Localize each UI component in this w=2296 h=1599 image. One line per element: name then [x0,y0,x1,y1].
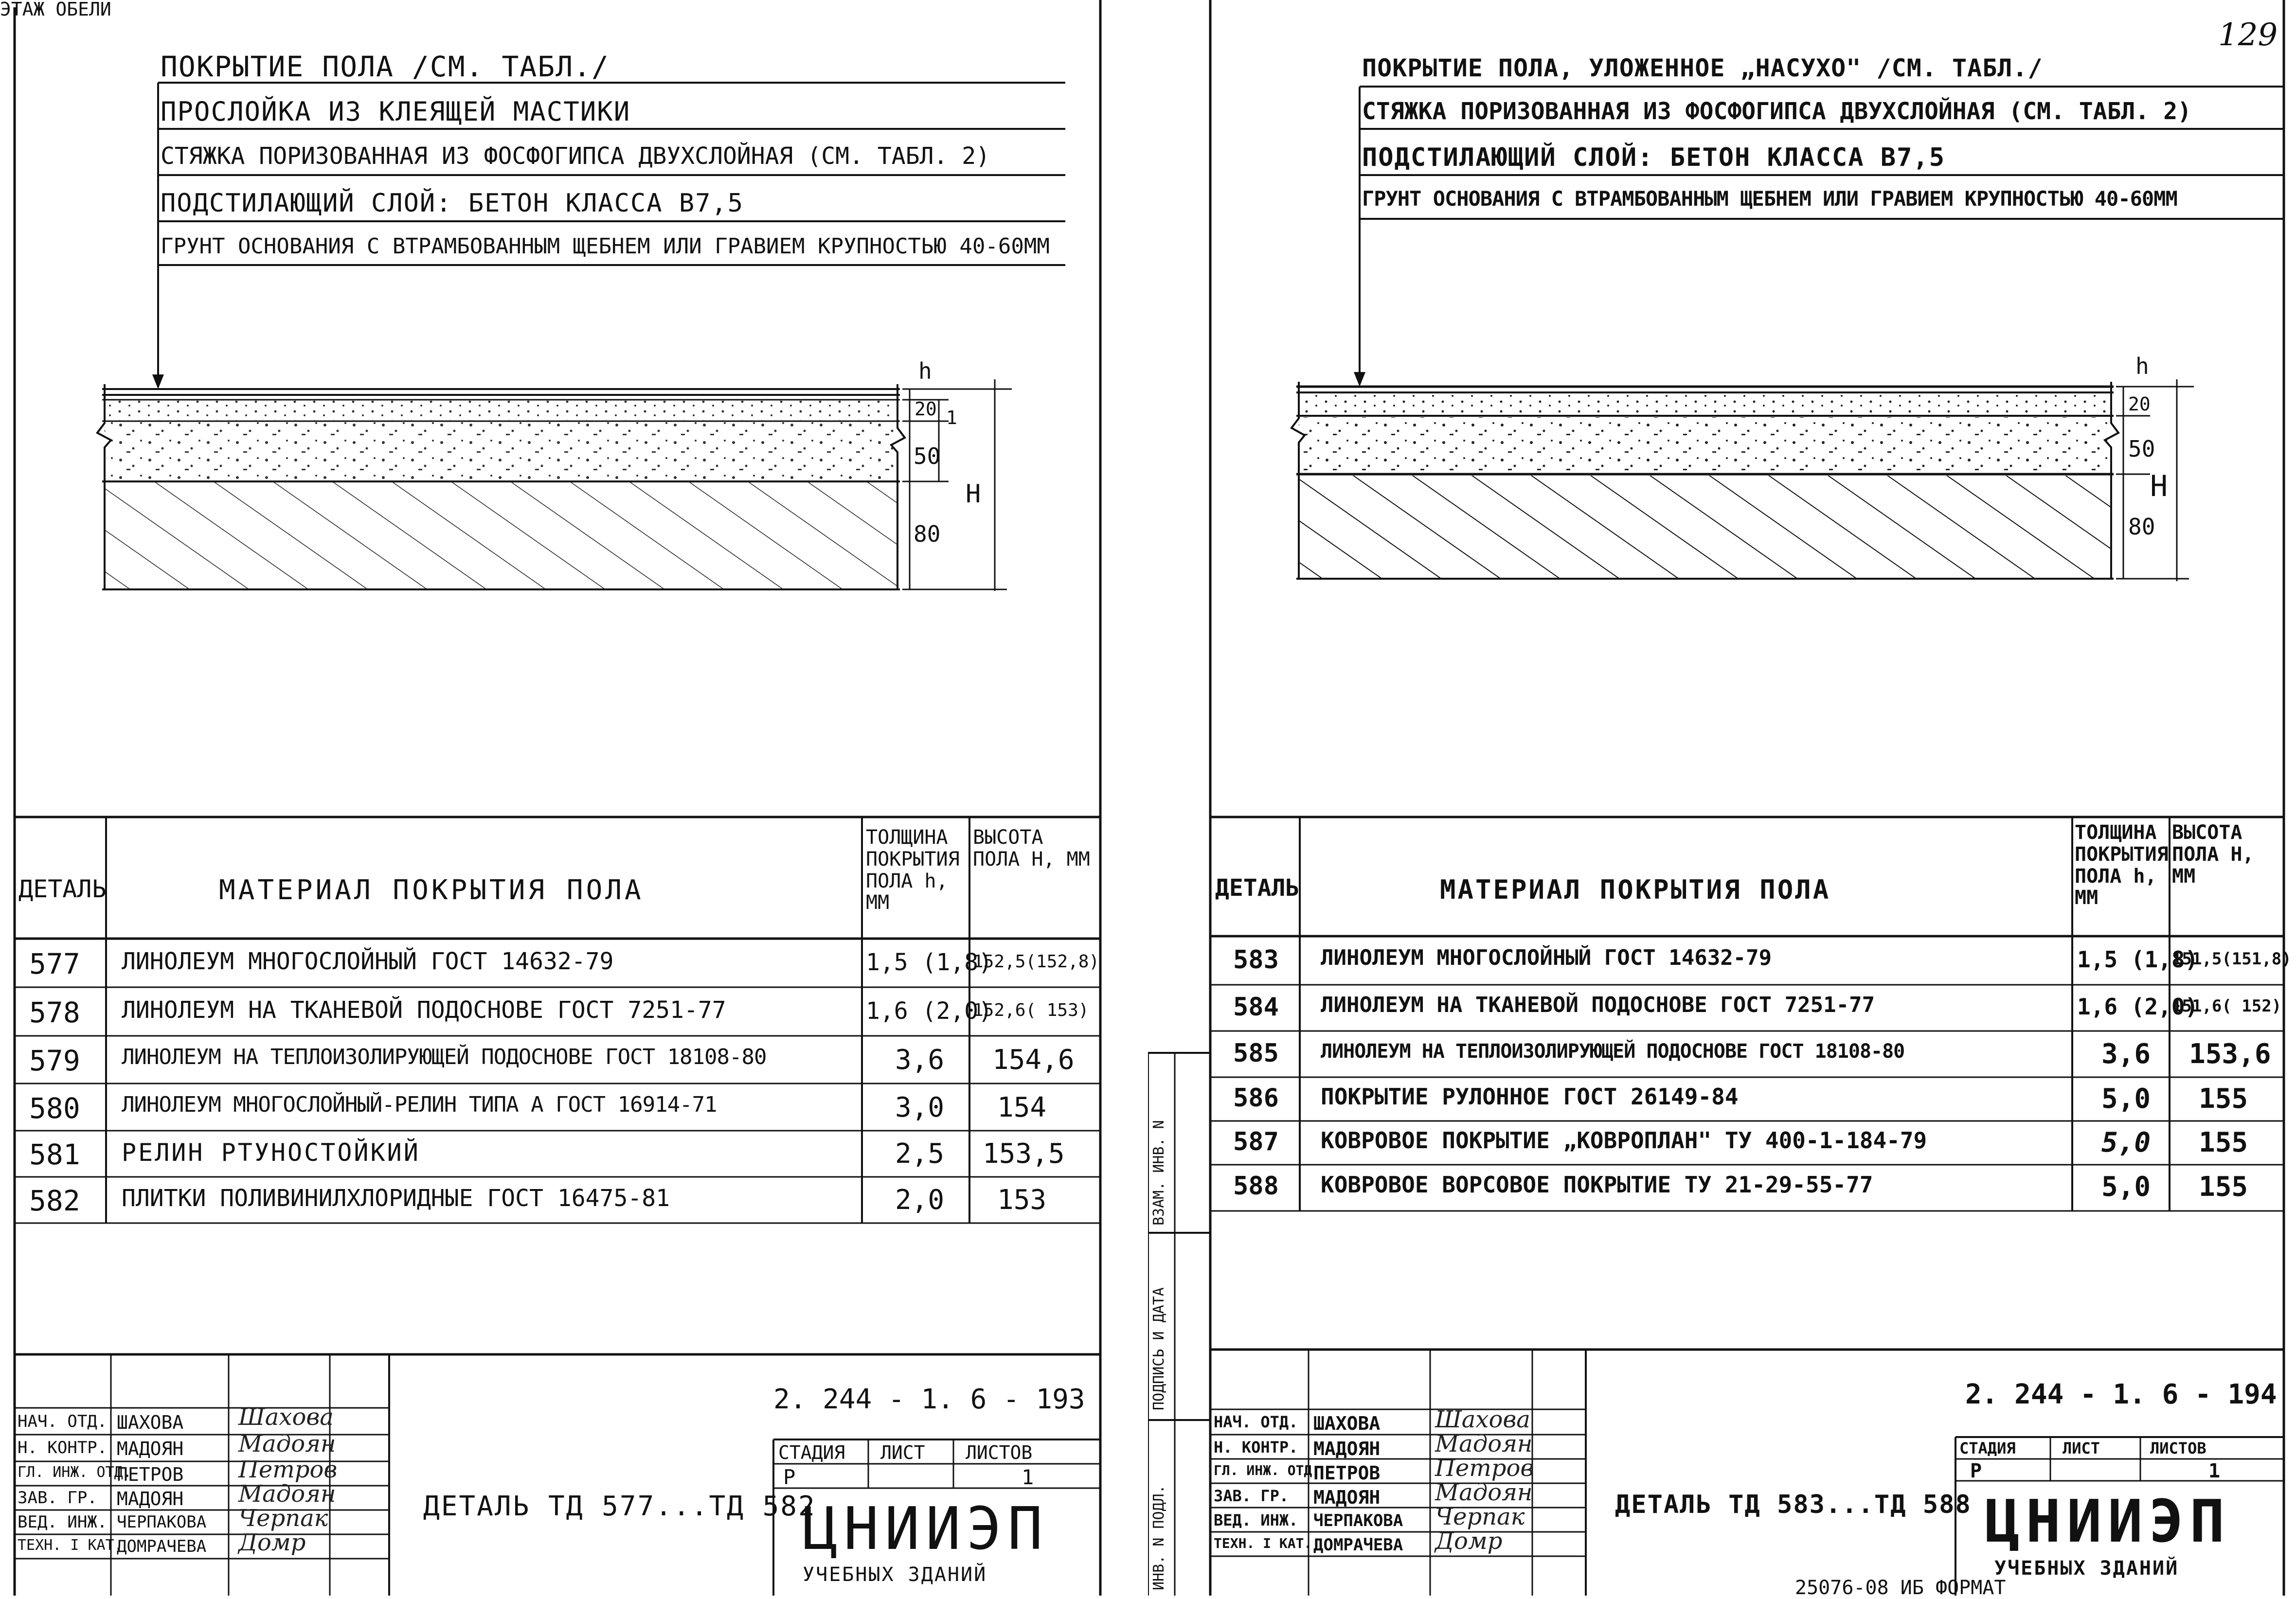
col-detail-header: ДЕТАЛЬ [1215,874,1300,902]
stamp-stage-label: СТАДИЯ [778,1442,845,1463]
row-581-material: РЕЛИН РТУНОСТОЙКИЙ [122,1138,420,1167]
row-587-height: 155 [2199,1127,2248,1158]
row-580-detail: 580 [29,1092,80,1125]
layer-covering-label: ПОКРЫТИЕ ПОЛА /СМ. ТАБЛ./ [161,50,610,83]
dim-20: 20 [915,398,937,420]
header-fragment: ЭТАЖ ОБЕЛИ [0,0,111,20]
row-586-material: ПОКРЫТИЕ РУЛОННОЕ ГОСТ 26149-84 [1321,1084,1739,1110]
row-581-height: 153,5 [983,1138,1065,1170]
person-signature: Домр [1435,1528,1503,1555]
row-588-material: КОВРОВОЕ ВОРСОВОЕ ПОКРЫТИЕ ТУ 21-29-55-77 [1321,1172,1873,1198]
stamp-sheets: 1 [1022,1465,1034,1489]
page-number: 129 [2218,17,2278,53]
row-578-height: 152,6( 153) [973,1000,1089,1020]
stamp-org-sub: УЧЕБНЫХ ЗДАНИЙ [1994,1557,2179,1580]
row-584-thickness: 1,6 (2,0) [2077,994,2199,1020]
person-signature: Черпак [1435,1503,1525,1530]
person-signature: Шахова [238,1404,334,1431]
row-583-material: ЛИНОЛЕУМ МНОГОСЛОЙНЫЙ ГОСТ 14632-79 [1321,945,1772,970]
person-role: ЗАВ. ГР. [18,1488,97,1508]
row-585-material: ЛИНОЛЕУМ НА ТЕПЛОИЗОЛИРУЮЩЕЙ ПОДОСНОВЕ ГОСТ 18108-80 [1321,1040,1905,1063]
row-579-material: ЛИНОЛЕУМ НА ТЕПЛОИЗОЛИРУЮЩЕЙ ПОДОСНОВЕ ГОСТ 18108-80 [122,1045,767,1069]
row-588-thickness: 5,0 [2101,1171,2151,1203]
person-role: ТЕХН. I КАТ. [1214,1535,1312,1551]
col-material-header: МАТЕРИАЛ ПОКРЫТИЯ ПОЛА [219,874,644,906]
person-signature: Мадоян [1435,1430,1533,1457]
person-role: ЗАВ. ГР. [1214,1487,1289,1505]
dim-H: H [966,480,981,509]
row-587-thickness: 5,0 [2101,1127,2151,1158]
stamp-sheets-label: ЛИСТОВ [2150,1439,2206,1457]
person-role: НАЧ. ОТД. [1214,1413,1298,1431]
row-586-thickness: 5,0 [2101,1083,2151,1115]
layer-underlay-label: ПОДСТИЛАЮЩИЙ СЛОЙ: БЕТОН КЛАССА В7,5 [1362,143,1946,172]
row-578-material: ЛИНОЛЕУМ НА ТКАНЕВОЙ ПОДОСНОВЕ ГОСТ 7251-77 [122,996,726,1024]
person-role: ТЕХН. I КАТ. [18,1537,123,1554]
row-586-height: 155 [2199,1083,2248,1115]
person-role: ГЛ. ИНЖ. ОТД. [1214,1462,1321,1478]
row-580-height: 154 [997,1092,1047,1123]
layer-covering-label: ПОКРЫТИЕ ПОЛА, УЛОЖЕННОЕ „НАСУХО" /СМ. ТАБЛ./ [1362,54,2043,82]
sheet-left [0,0,1119,1596]
col-thickness-header: ТОЛЩИНА ПОКРЫТИЯ ПОЛА h, ММ [866,826,960,914]
person-name: ШАХОВА [117,1412,184,1433]
dim-1: 1 [946,407,957,428]
dim-80: 80 [2128,514,2155,540]
row-587-detail: 587 [1233,1127,1279,1156]
person-role: ГЛ. ИНЖ. ОТД. [18,1464,132,1481]
side-label-inv-repl: ВЗАМ. ИНВ. N [1150,1120,1167,1226]
row-579-thickness: 3,6 [895,1044,945,1076]
person-name: ШАХОВА [1313,1413,1381,1434]
person-name: ЧЕРПАКОВА [117,1512,207,1532]
row-578-detail: 578 [29,996,80,1029]
row-580-material: ЛИНОЛЕУМ МНОГОСЛОЙНЫЙ-РЕЛИН ТИПА А ГОСТ 16914-71 [122,1092,717,1117]
person-signature: Домр [238,1529,306,1556]
row-583-detail: 583 [1233,945,1279,975]
stamp-stage: Р [1970,1460,1982,1482]
stamp-sheet-label: ЛИСТ [880,1442,925,1463]
person-name: МАДОЯН [1313,1487,1381,1508]
stamp-sheet-label: ЛИСТ [2063,1439,2100,1457]
person-name: ДОМРАЧЕВА [117,1537,207,1556]
row-585-thickness: 3,6 [2101,1038,2151,1070]
row-582-detail: 582 [29,1184,80,1217]
sheet-right [1148,0,2296,1599]
person-name: ПЕТРОВ [1313,1462,1381,1484]
dim-H: H [2150,469,2168,503]
person-name: МАДОЯН [1313,1438,1381,1459]
person-role: ВЕД. ИНЖ. [18,1512,108,1532]
person-name: МАДОЯН [117,1438,184,1459]
stamp-stage-label: СТАДИЯ [1959,1439,2016,1457]
layer-mastic-label: ПРОСЛОЙКА ИЗ КЛЕЯЩЕЙ МАСТИКИ [161,96,631,127]
person-role: НАЧ. ОТД. [18,1412,108,1431]
person-role: ВЕД. ИНЖ. [1214,1511,1298,1529]
person-signature: Мадоян [238,1430,336,1457]
layer-ground-label: ГРУНТ ОСНОВАНИЯ С ВТРАМБОВАННЫМ ЩЕБНЕМ ИЛИ ГРАВИЕМ КРУПНОСТЬЮ 40-60ММ [1362,187,2177,211]
dim-80: 80 [914,521,941,547]
stamp-org-sub: УЧЕБНЫХ ЗДАНИЙ [803,1563,987,1586]
person-role: Н. КОНТР. [1214,1438,1298,1457]
drawing-right [1148,0,2296,1599]
person-signature: Петров [1435,1455,1534,1482]
dim-20: 20 [2128,393,2151,415]
col-material-header: МАТЕРИАЛ ПОКРЫТИЯ ПОЛА [1440,874,1831,905]
person-signature: Шахова [1435,1406,1530,1433]
col-height-header: ВЫСОТА ПОЛА H, ММ [2172,821,2254,888]
stamp-sheets: 1 [2208,1460,2221,1482]
person-name: МАДОЯН [117,1488,184,1510]
person-role: Н. КОНТР. [18,1438,108,1457]
row-579-height: 154,6 [992,1044,1075,1076]
row-588-height: 155 [2199,1171,2248,1203]
row-585-height: 153,6 [2189,1038,2271,1070]
row-582-material: ПЛИТКИ ПОЛИВИНИЛХЛОРИДНЫЕ ГОСТ 16475-81 [122,1185,670,1212]
row-584-material: ЛИНОЛЕУМ НА ТКАНЕВОЙ ПОДОСНОВЕ ГОСТ 7251-77 [1321,993,1875,1017]
row-578-thickness: 1,6 (2,0) [866,997,993,1025]
side-label-inv-orig: ИНВ. N ПОДЛ. [1150,1485,1167,1590]
row-583-height: 151,5(151,8) [2172,949,2292,969]
person-name: ЧЕРПАКОВА [1313,1511,1403,1530]
row-577-material: ЛИНОЛЕУМ МНОГОСЛОЙНЫЙ ГОСТ 14632-79 [122,948,614,975]
row-587-material: КОВРОВОЕ ПОКРЫТИЕ „КОВРОПЛАН" ТУ 400-1-184-79 [1321,1127,1927,1154]
row-582-thickness: 2,0 [895,1184,945,1216]
stamp-org: ЦНИИЭП [1985,1488,2231,1556]
layer-screed-label: СТЯЖКА ПОРИЗОВАННАЯ ИЗ ФОСФОГИПСА ДВУХСЛОЙНАЯ (СМ. ТАБЛ. 2) [161,142,990,170]
row-586-detail: 586 [1233,1084,1279,1113]
dim-h: h [2135,353,2149,379]
stamp-title: ДЕТАЛЬ ТД 583...ТД 588 [1615,1490,1972,1519]
stamp-org: ЦНИИЭП [803,1495,1049,1563]
person-signature: Мадоян [238,1480,336,1508]
col-height-header: ВЫСОТА ПОЛА H, ММ [973,826,1090,871]
row-579-detail: 579 [29,1044,80,1077]
person-name: ДОМРАЧЕВА [1313,1535,1403,1555]
row-585-detail: 585 [1233,1039,1279,1068]
person-name: ПЕТРОВ [117,1464,184,1485]
layer-underlay-label: ПОДСТИЛАЮЩИЙ СЛОЙ: БЕТОН КЛАССА В7,5 [161,189,744,218]
col-thickness-header: ТОЛЩИНА ПОКРЫТИЯ ПОЛА h, ММ [2075,821,2169,909]
row-577-height: 152,5(152,8) [973,952,1100,972]
row-583-thickness: 1,5 (1,8) [2077,946,2199,973]
row-580-thickness: 3,0 [895,1092,945,1123]
row-577-detail: 577 [29,947,80,980]
stamp-sheets-label: ЛИСТОВ [966,1442,1033,1463]
row-582-height: 153 [997,1184,1047,1216]
stamp-title: ДЕТАЛЬ ТД 577...ТД 582 [423,1491,816,1522]
row-581-detail: 581 [29,1138,80,1171]
stamp-code: 2. 244 - 1. 6 - 194 [1965,1379,2277,1410]
person-signature: Мадоян [1435,1479,1533,1506]
person-signature: Черпак [238,1505,328,1532]
stamp-stage: Р [783,1465,796,1489]
row-577-thickness: 1,5 (1,8) [866,949,993,976]
row-581-thickness: 2,5 [895,1138,945,1170]
side-label-sign-date: ПОДПИСЬ И ДАТА [1150,1287,1167,1410]
layer-screed-label: СТЯЖКА ПОРИЗОВАННАЯ ИЗ ФОСФОГИПСА ДВУХСЛОЙНАЯ (СМ. ТАБЛ. 2) [1362,98,2192,125]
row-584-height: 151,6( 152) [2172,996,2282,1016]
dim-h: h [918,358,932,384]
row-584-detail: 584 [1233,993,1279,1022]
dim-50: 50 [914,443,941,469]
row-588-detail: 588 [1233,1172,1279,1201]
stamp-code: 2. 244 - 1. 6 - 193 [773,1384,1085,1415]
bottom-fragment: 25076-08 ИБ ФОРМАТ [1795,1577,2006,1599]
dim-50: 50 [2128,436,2155,462]
layer-ground-label: ГРУНТ ОСНОВАНИЯ С ВТРАМБОВАННЫМ ЩЕБНЕМ ИЛИ ГРАВИЕМ КРУПНОСТЬЮ 40-60ММ [161,234,1050,259]
col-detail-header: ДЕТАЛЬ [18,875,107,903]
person-signature: Петров [238,1456,338,1483]
